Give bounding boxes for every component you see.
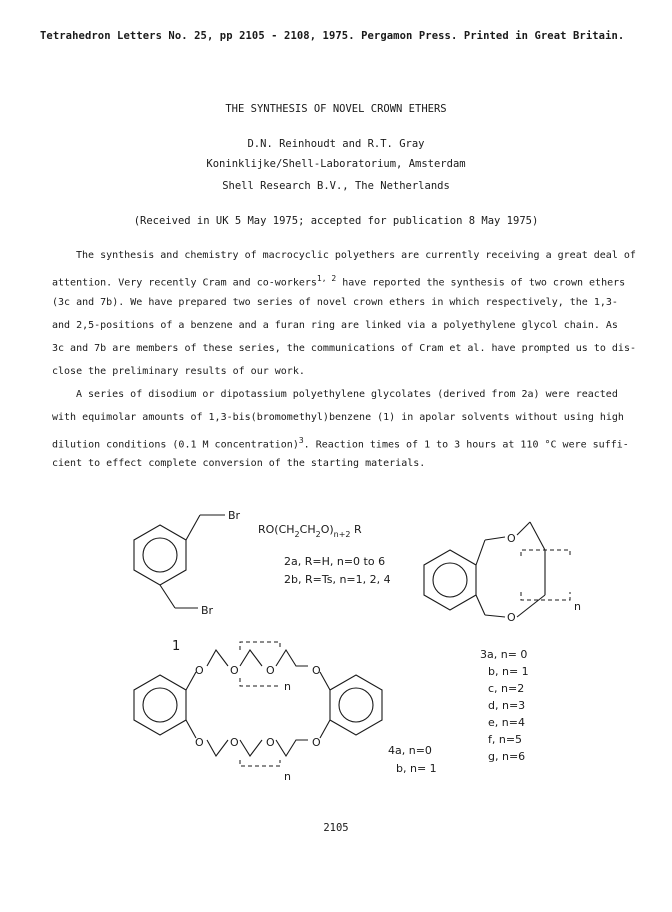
oxygen-label: O: [195, 736, 204, 749]
oxygen-label: O: [266, 736, 275, 749]
compound-2a-label: 2a, R=H, n=0 to 6: [284, 555, 386, 568]
compound-1-label: 1: [172, 639, 181, 654]
compound-3b-label: b, n= 1: [488, 665, 529, 678]
compound-4a-label: 4a, n=0: [388, 744, 432, 757]
paragraph-2-line-4: cient to effect complete conversion of the starting materials.: [52, 458, 426, 469]
page-number: 2105: [323, 822, 349, 834]
bromine-label: Br: [228, 509, 241, 522]
affiliation-line-2: Shell Research B.V., The Netherlands: [222, 180, 450, 192]
oxygen-label: O: [312, 664, 321, 677]
reference-superscript: 3: [298, 436, 304, 445]
paragraph-2-line-3: dilution conditions (0.1 M concentration)$^3$. Reaction times of 1 to 3 hours at 110 °C were suffi-: [52, 436, 629, 451]
compound-3c-label: c, n=2: [488, 682, 525, 695]
compound-3e-label: e, n=4: [488, 716, 525, 729]
formula-2: $RO(CH_2CH_2O)_{n+2}$ R: [258, 523, 362, 539]
oxygen-label: O: [312, 736, 321, 749]
journal-header: Tetrahedron Letters No. 25, pp 2105 - 2108, 1975. Pergamon Press. Printed in Great Britain.: [40, 30, 625, 42]
paragraph-1-line-4: and 2,5-positions of a benzene and a furan ring are linked via a polyethylene glycol chain. As: [52, 320, 618, 331]
paragraph-1-line-1: The synthesis and chemistry of macrocyclic polyethers are currently receiving a great deal of: [76, 250, 636, 261]
reference-superscript: 1, 2: [316, 274, 337, 283]
oxygen-label: O: [266, 664, 275, 677]
oxygen-label: O: [230, 736, 239, 749]
oxygen-label: O: [230, 664, 239, 677]
received-dates: (Received in UK 5 May 1975; accepted for publication 8 May 1975): [133, 215, 539, 227]
compound-4-structure: [134, 642, 382, 783]
paragraph-1-line-5: 3c and 7b are members of these series, the communications of Cram et al. have prompted us to dis-: [52, 343, 636, 354]
compound-3-structure: [424, 522, 581, 624]
compound-3a-label: 3a, n= 0: [480, 648, 528, 661]
paragraph-2-line-2: with equimolar amounts of 1,3-bis(bromomethyl)benzene (1) in apolar solvents without using high: [52, 412, 624, 423]
repeat-n-label: n: [284, 770, 291, 783]
compound-1-structure: [134, 509, 241, 654]
compound-2b-label: 2b, R=Ts, n=1, 2, 4: [284, 573, 391, 586]
paragraph-1-line-6: close the preliminary results of our work.: [52, 366, 305, 377]
oxygen-label: O: [507, 611, 516, 624]
compound-3g-label: g, n=6: [488, 750, 526, 763]
compound-3f-label: f, n=5: [488, 733, 523, 746]
affiliation-line-1: Koninklijke/Shell-Laboratorium, Amsterdam: [206, 158, 466, 170]
paper-title: THE SYNTHESIS OF NOVEL CROWN ETHERS: [225, 103, 447, 115]
paragraph-1-line-3: (3c and 7b). We have prepared two series of novel crown ethers in which respectively, the 1,3-: [52, 297, 618, 308]
paper-authors: D.N. Reinhoudt and R.T. Gray: [247, 138, 425, 150]
chemical-scheme: [0, 490, 672, 790]
repeat-n-label: n: [574, 600, 581, 613]
oxygen-label: O: [507, 532, 516, 545]
paragraph-2-line-1: A series of disodium or dipotassium polyethylene glycolates (derived from 2a) were reacted: [76, 389, 618, 400]
repeat-n-label: n: [284, 680, 291, 693]
compound-4b-label: b, n= 1: [396, 762, 437, 775]
bromine-label: Br: [201, 604, 214, 617]
paragraph-1-line-2: attention. Very recently Cram and co-workers$^{1, 2}$ have reported the synthesis of two crown ethers: [52, 274, 626, 289]
compound-3d-label: d, n=3: [488, 699, 526, 712]
oxygen-label: O: [195, 664, 204, 677]
